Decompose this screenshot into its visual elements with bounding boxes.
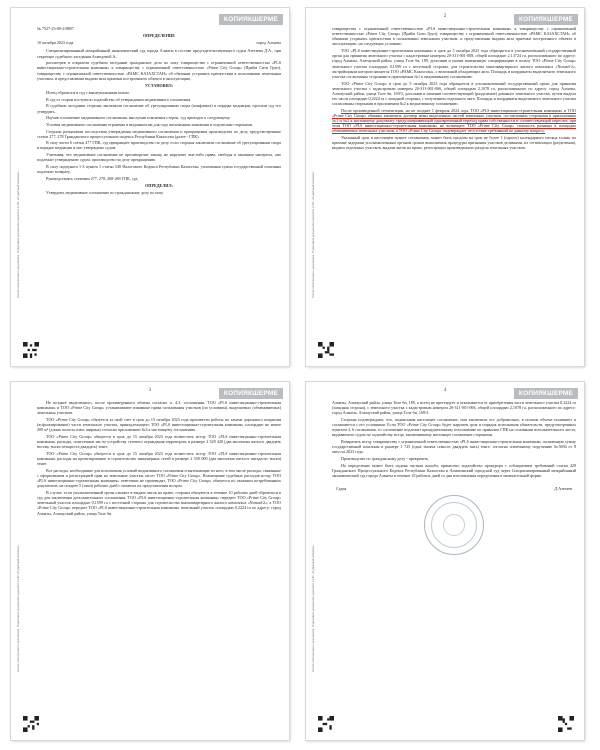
copy-watermark: КОПИЯКШЕРМЕ <box>514 14 578 25</box>
highlighted-paragraph: После произведенной сегментации, но не позднее 1 февраля 2024 года, ТОО «PLS инвестиционно-строительная компания» и ТОО «Prime City Group» обязаны заключить договор мены выделенных частей земельных участков, составленных сторонами в приложениях №1 и №2 к настоящему документу, предусматривающий одновременный переход права собственности и соответствующий пересчет, при этом ТОО «PLS инвестиционно-строительная компания» не возмещает ТОО «Prime City Group» стоимость разницы в площадях обмениваемых земельных участков, а ТОО «Prime City Group» подтверждает отсутствие требований по данному вопросу. <box>332 107 576 134</box>
document-page-3 <box>11 382 289 740</box>
paragraph: Утвердить медиативное соглашение по гражданскому делу по иску <box>46 190 164 196</box>
page-number: 4 <box>443 388 447 393</box>
paragraph: Производство по гражданскому делу - прекратить. <box>341 456 430 462</box>
document-page-2 <box>306 8 584 366</box>
paragraph: Указанный срок в настоящем пункте соглашения, может быть продлен на срок не более 1 (одного) календарного месяца только по причине задержки уполномоченным органом сроков выполнения процедуры признания участков делимыми, их сегментации (разделения), выдачи отдельных участков, выдачи актов на право, регистрации произведенного раздела земельных участков. <box>332 135 576 151</box>
document-date: 10 октября 2023 года <box>37 40 74 46</box>
page-number: 3 <box>148 388 152 393</box>
document-place: город Алматы <box>256 40 281 46</box>
document-page-1 <box>11 8 289 366</box>
paragraph: ТОО «Prime City Group» обязуется за свой счет в срок до 15 октября 2023 года произвести работы по замене дорожного покрытия (асфальтирование) части земельного участка, принадлежащего ТОО «PLS инвестиционно-строительная компания» площадью не менее 200 м² (длина полосы плюс ширина) согласно приложению №3 к настоящему соглашению. <box>37 416 281 433</box>
document-page-4 <box>306 382 584 740</box>
paragraph: рассмотрев в открытом судебном заседании гражданское дело по иску товарищества с ограниченной ответственностью «PLS инвестиционно-строительная компания» к товариществу с ограниченной ответственностью «Prime City Group» (Прайм Сити Груп), товариществу с ограниченной ответственностью «РАМС КАЗАХСТАН» об обязании устранить препятствия в пользовании земельным участком, и представлении выдачи акта приемки построенного объекта в эксплуатацию, <box>37 60 281 81</box>
copy-watermark: КОПИЯКШЕРМЕ <box>219 14 283 25</box>
side-stamp: Копия электронного документа. Подлинник документа хранится в ИС «Судебный кабинет» <box>16 545 20 672</box>
paragraph: Не позднее выделенного, после произведенного обмена согласно п. 4.3. соглашения, ТОО «PLS инвестиционно-строительная компания» и ТОО «Prime City Group» устанавливают взаимные права пользования участков (по условиям), выделяемых (обмениваемых) земельных участков. <box>37 400 281 416</box>
paragraph: ТОО «Prime City Group» обязуется в срок до 15 октября 2023 года возместить истцу ТОО «PLS инвестиционно-строительная компания» расходы на проектирование и строительство инженерных сетей в размере 2 550 000 (два миллиона пятьсот пятьдесят тысяч) тенге. <box>37 450 281 467</box>
paragraph: В силу подпункта 1-3 пункта 1 статьи 548 Налогового Кодекса Республики Казахстан, уплаченная сумма государственной пошлины подлежит возврату. <box>37 163 281 175</box>
page-title: ОПРЕДЕЛЕНИЕ <box>143 33 175 39</box>
paragraph: ТОО «Prime City Group» в срок до 5 октября 2023 года обращается в уполномоченный государственный орган для принятия земельного участка с кадастровым номером 20-311-001-066, общей площадью 2,1078 га, расположенного по адресу: город Алматы, Алатауский район, улица Толе би, 169/3, дополнив и изменив соответствующий (разделение) доникого земельного участка, путем выдела его части площадью 0,2224 га с западной стороны, с получением отдельного акта. Площадь и координаты выделяемого земельного участка согласованы сторонами в приложении №2 к медиативному соглашению. <box>332 80 576 107</box>
paragraph: В судебном заседании стороны заключили соглашение об урегулировании спора (конфликта) в порядке медиации, просили суд его утвердить. <box>37 103 281 114</box>
page-number: 2 <box>443 14 447 19</box>
qr-code-icon <box>558 716 574 732</box>
qr-code-icon <box>318 716 334 732</box>
paragraph: На определение может быть подана частная жалоба, принесено ходатайство прокурора с соблюдением требований статьи 429 Гражданского Процессуального Кодекса Республики Казахстан в Алматинский городской суд через Специализированный межрайонный экономический суд города Алматы в течение 10 рабочих дней со дня изготовления определения в окончательной форме. <box>332 462 576 479</box>
signature-block <box>332 486 576 491</box>
paragraph: Руководствуясь статьями 277, 278, 268-269 ГПК, суд <box>46 175 138 181</box>
section-heading: УСТАНОВИЛ: <box>144 82 174 88</box>
paragraph: В случае, если уполномоченный орган откажет в выдаче актов на право, стороны обязуются в течение 10 рабочих дней обратиться в суд для заключения дополнительного соглашения. ТОО «PLS инвестиционно-строительная компания» передает ТОО «Prime City Group» земельный участок площадью 0,1599 га с восточной стороны для строительства многоквартирного жилого комплекса «Nomad-2», а ТОО «Prime City Group» передает ТОО «PLS инвестиционно-строительная компания» земельный участок площадью 0,2224 га по адресу: город Алматы, Алатауский район, улица Толе би. <box>37 490 281 516</box>
paragraph: Изучив соглашение медиативного соглашения, выслушав пояснения сторон, суд приходит к следующему. <box>46 115 231 121</box>
paragraph: Учитывая, что медиативное соглашение не противоречит закону, не нарушает чьи-либо права, свободы и законные интересы, оно подлежит утверждению судом, производство по делу прекращению. <box>37 152 281 163</box>
paragraph: Алматы, Алатауский район, улица Толе би, 189, а истец не претендует и отказывается от приобретения части земельного участка 0,2224 га (западная сторона), с земельного участка с кадастровым номером 20-311-001-066, общей площадью 2,1078 га, расположенного по адресу: город Алматы, Алатауский район, улица Толе би, 169/3. <box>332 400 576 416</box>
paragraph: Стороны разъяснены последствия утверждения медиативного соглашения и прекращения производства по делу, предусмотренные статьи 277, 278 Гражданского процессуального кодекса Республики Казахстан (далее - ГПК). <box>37 128 281 139</box>
paragraph: Стороны подтверждают, что, подписывая настоящее соглашение, они заключили его добровольно, в полном объеме понимают и соглашаются с его условиями. Если ТОО «Prime City Group» будет нарушен срок и порядок исполнения обязательств, предусмотренных пунктом 4, 6 соглашения, то соглашение подлежит принудительному исполнению по правилам ГПК на основании исполнительного листа, выдаваемого судом по ходатайству истца, заключившему настоящее соглашение сторонами. <box>332 416 576 438</box>
paragraph: Условия медиативного соглашения отражены в выданном им для суда письменном заявлении и подписаны сторонами. <box>46 121 254 127</box>
paragraph: Специализированный межрайонный экономический суд города Алматы в составе председательствующего судьи Азетаева Д.А., при секретаре судебного заседания Ахмедовой А., <box>37 48 281 59</box>
judge-label: Судья <box>336 486 347 492</box>
side-stamp: Копия электронного документа. Подлинник документа хранится в ИС «Судебный кабинет» <box>311 171 315 298</box>
copy-watermark: КОПИЯКШЕРМЕ <box>219 388 283 399</box>
paragraph: В суд от сторон поступило ходатайство об утверждении медиативного соглашения. <box>46 96 192 102</box>
qr-code-icon <box>318 342 334 358</box>
judge-name: Д.Азетаев <box>554 486 572 492</box>
paragraph: Все расходы, необходимые для исполнения условий медиативного соглашения и вытекающие из него, в том числе расходы, связанные с оформлением и регистрацией прав на земельные участки, несет ТОО «Prime City Group». Возмещение судебных расходов истцу ТОО «PLS инвестиционно-строительная компания» ответчики не производят. ТОО «Prime City Group» обязуется по оказании потребованных документов, не позднее 5 (пяти) рабочих дней с момента их представления истцом. <box>37 467 281 489</box>
section-heading: ОПРЕДЕЛИЛ: <box>145 182 173 188</box>
copy-watermark: КОПИЯКШЕРМЕ <box>514 388 578 399</box>
paragraph: товарищества с ограниченной ответственностью «PLS инвестиционно-строительная компания» к товариществу с ограниченной ответственностью «Prime City Group» (Прайм Сити Груп), товариществу с ограниченной ответственностью «РАМС КАЗАХСТАН» об обязании устранить препятствия в пользовании земельным участком, и представлении выдачи акта приемки построенного объекта в эксплуатацию, на следующих условиях: <box>332 26 576 47</box>
qr-code-icon <box>23 342 39 358</box>
paragraph: ТОО «Prime City Group» обязуется в срок до 15 октября 2023 года возместить истцу ТОО «PLS инвестиционно-строительная компания» расходы, понесенные им по устройству сетевого ограждения территории, в размере 2 528 420 (два миллиона пятьсот двадцать восемь тысяч четыреста двадцать) тенге. <box>37 433 281 450</box>
qr-code-icon <box>23 716 39 732</box>
case-number: № 7527-23-00-2/8807 <box>37 26 74 31</box>
paragraph: ТОО «PLS инвестиционно-строительная компания» в срок до 5 октября 2023 года обращается в уполномоченный государственный орган для принятия земельного участка с кадастровым номером 20-311-001-008, общей площадью 2,13724 га, расположенного по адресу: город Алматы, Алатауский район, улица Толе би, 189, дополнив и указав измененную спецификацию в пользу ТОО «Prime City Group» земельного участка площадью 0,1599 га с восточной стороны, для строительства многоквартирного жилого комплекса «Nomad-2», застройщиком которого является ТОО «РАМС Казахстан», с величиной обладающих акта. Площадь и координаты выделяемого земельного участка согласованы сторонами в приложении №1 к медиативному соглашению. <box>332 48 576 79</box>
side-stamp: Копия электронного документа. Подлинник документа хранится в ИС «Судебный кабинет» <box>16 171 20 298</box>
paragraph: Возвратить истцу товариществу с ограниченной ответственностью «PLS инвестиционно-строительная компания» оплаченную сумму государственной пошлины в размере 1 725 (одна тысяча семьсот двадцать пять) тенге, согласно платежному поручению №5694 от 8 августа 2023 года. <box>332 439 576 455</box>
side-stamp: Копия электронного документа. Подлинник документа хранится в ИС «Судебный кабинет» <box>311 545 315 672</box>
court-seal-icon <box>424 495 484 555</box>
paragraph: В силу части 6 статьи 277 ГПК, суд прекращает производство по делу, если стороны заключили соглашение об урегулировании спора в порядке медиации и оно утверждено судом. <box>37 140 281 151</box>
paragraph: Истец обратился в суд с вышеуказанным иском. <box>46 90 130 96</box>
